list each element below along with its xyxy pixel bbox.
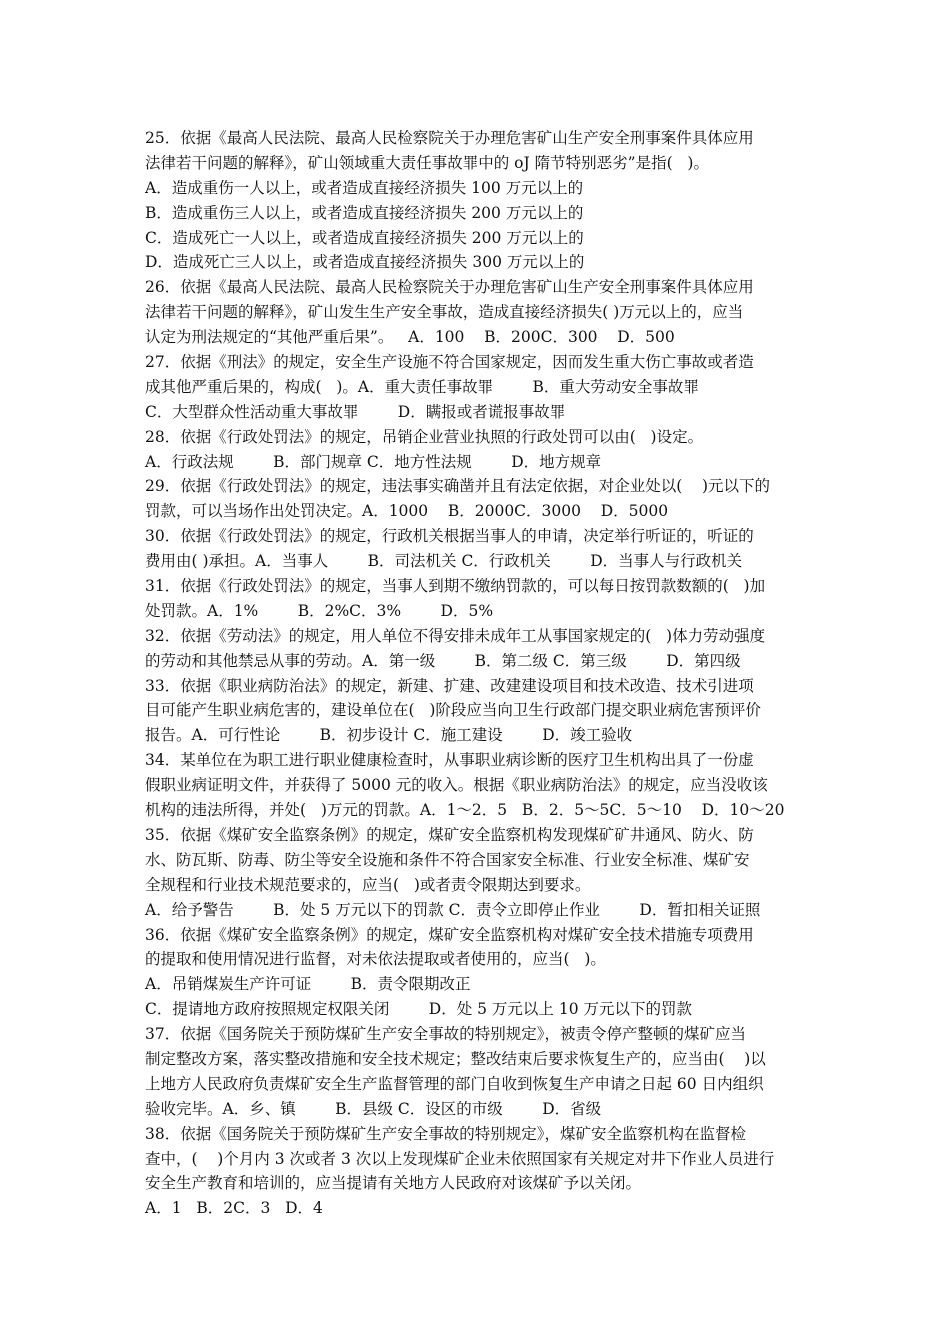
- text-line: D．造成死亡三人以上，或者造成直接经济损失 300 万元以上的: [145, 253, 585, 272]
- text-line: 费用由( )承担。A．当事人 B．司法机关 C．行政机关 D．当事人与行政机关: [145, 552, 743, 571]
- text-line: 25．依据《最高人民法院、最高人民检察院关于办理危害矿山生产安全刑事案件具体应用: [145, 129, 754, 147]
- text-line: 水、防瓦斯、防毒、防尘等安全设施和条件不符合国家安全标准、行业安全标准、煤矿安: [145, 850, 750, 869]
- text-line: 35．依据《煤矿安全监察条例》的规定，煤矿安全监察机构发现煤矿矿井通风、防火、防: [145, 825, 754, 844]
- text-line: 查中，( )个月内 3 次或者 3 次以上发现煤矿企业未依照国家有关规定对井下作业人员进行: [145, 1149, 775, 1168]
- text-line: 31．依据《行政处罚法》的规定，当事人到期不缴纳罚款的，可以每日按罚款数额的( )加: [145, 577, 766, 596]
- text-line: 33．依据《职业病防治法》的规定，新建、扩建、改建建设项目和技术改造、技术引进项: [145, 676, 754, 695]
- text-line: 29．依据《行政处罚法》的规定，违法事实确凿并且有法定依据，对企业处以( )元以下的: [145, 477, 771, 496]
- text-line: 34．某单位在为职工进行职业健康检查时，从事职业病诊断的医疗卫生机构出具了一份虚: [145, 751, 754, 770]
- text-line: 法律若干问题的解释》，矿山发生生产安全事故，造成直接经济损失( )万元以上的，应当: [145, 303, 744, 322]
- text-line: 28．依据《行政处罚法》的规定，吊销企业营业执照的行政处罚可以由( )设定。: [145, 427, 704, 446]
- text-line: C．造成死亡一人以上，或者造成直接经济损失 200 万元以上的: [145, 228, 584, 247]
- text-line: 上地方人民政府负责煤矿安全生产监督管理的部门自收到恢复生产申请之日起 60 日内组织: [145, 1074, 764, 1093]
- text-line: 27．依据《刑法》的规定，安全生产设施不符合国家规定，因而发生重大伤亡事故或者造: [145, 353, 754, 372]
- text-line: 罚款，可以当场作出处罚决定。A．1000 B．2000C．3000 D．5000: [145, 502, 669, 521]
- text-line: A．造成重伤一人以上，或者造成直接经济损失 100 万元以上的: [145, 178, 584, 197]
- text-line: 36．依据《煤矿安全监察条例》的规定，煤矿安全监察机构对煤矿安全技术措施专项费用: [145, 925, 754, 944]
- text-line: 成其他严重后果的，构成( )。A．重大责任事故罪 B．重大劳动安全事故罪: [145, 377, 699, 396]
- text-line: 目可能产生职业病危害的，建设单位在( )阶段应当向卫生行政部门提交职业病危害预评价: [145, 701, 761, 720]
- text-line: A．行政法规 B．部门规章 C．地方性法规 D．地方规章: [145, 452, 602, 471]
- text-line: A．给予警告 B．处 5 万元以下的罚款 C．责令立即停止作业 D．暂扣相关证照: [145, 900, 761, 919]
- text-line: 的提取和使用情况进行监督，对未依法提取或者使用的，应当( )。: [145, 950, 606, 969]
- text-line: 假职业病证明文件，并获得了 5000 元的收入。根据《职业病防治法》的规定，应当没收该: [145, 776, 768, 795]
- text-line: 26．依据《最高人民法院、最高人民检察院关于办理危害矿山生产安全刑事案件具体应用: [145, 278, 754, 297]
- question-text-block: [145, 126, 810, 1221]
- text-line: C．提请地方政府按照规定权限关闭 D．处 5 万元以上 10 万元以下的罚款: [145, 1000, 692, 1019]
- text-line: C．大型群众性活动重大事故罪 D．瞒报或者谎报事故罪: [145, 402, 566, 421]
- text-line: 制定整改方案，落实整改措施和安全技术规定；整改结束后要求恢复生产的，应当由( )以: [145, 1049, 766, 1068]
- text-line: A．吊销煤炭生产许可证 B．责令限期改正: [145, 975, 471, 994]
- text-line: A．1 B．2C．3 D．4: [145, 1199, 323, 1218]
- text-line: 认定为刑法规定的“其他严重后果”。 A．100 B．200C．300 D．500: [145, 328, 675, 347]
- text-line: 38．依据《国务院关于预防煤矿生产安全事故的特别规定》，煤矿安全监察机构在监督检: [145, 1124, 746, 1143]
- text-line: 法律若干问题的解释》，矿山领域重大责任事故罪中的 oJ 隋节特别恶劣”是指( )。: [145, 153, 709, 172]
- text-line: 32．依据《劳动法》的规定，用人单位不得安排未成年工从事国家规定的( )体力劳动强度: [145, 626, 766, 645]
- text-line: 机构的违法所得，并处( )万元的罚款。A．1～2．5 B．2．5～5C．5～10 D．10～20: [145, 801, 785, 820]
- text-line: 安全生产教育和培训的，应当提请有关地方人民政府对该煤矿予以关闭。: [145, 1174, 642, 1193]
- text-line: 处罚款。A．1% B．2%C．3% D．5%: [145, 601, 494, 620]
- text-line: B．造成重伤三人以上，或者造成直接经济损失 200 万元以上的: [145, 203, 584, 222]
- text-line: 的劳动和其他禁忌从事的劳动。A．第一级 B．第二级 C．第三级 D．第四级: [145, 651, 741, 670]
- text-line: 验收完毕。A．乡、镇 B．县级 C．设区的市级 D．省级: [145, 1099, 602, 1118]
- text-line: 报告。A．可行性论 B．初步设计 C．施工建设 D．竣工验收: [145, 726, 633, 745]
- text-line: 37．依据《国务院关于预防煤矿生产安全事故的特别规定》，被责令停产整顿的煤矿应当: [145, 1025, 746, 1044]
- text-line: 30．依据《行政处罚法》的规定，行政机关根据当事人的申请，决定举行听证的，听证的: [145, 527, 754, 546]
- text-line: 全规程和行业技术规范要求的，应当( )或者责令限期达到要求。: [145, 875, 591, 894]
